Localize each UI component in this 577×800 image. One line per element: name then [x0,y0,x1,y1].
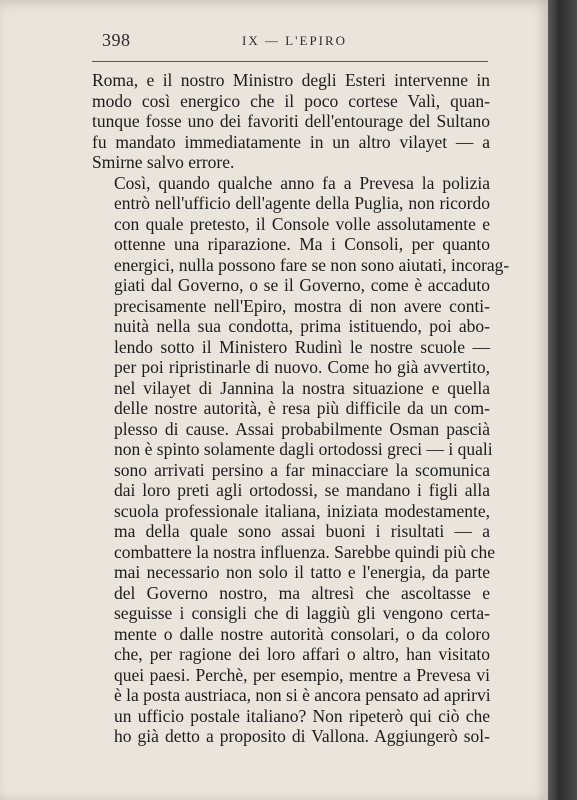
text-line: un ufficio postale italiano? Non ripeterò qui ciò che [114,705,490,726]
text-line: Così, quando qualche anno fa a Prevesa la polizia [114,172,490,193]
paragraph [92,70,490,173]
text-line: con quale pretesto, il Console volle assolutamente e [114,213,490,234]
page-edge-shadow [548,0,577,800]
text-line: del Governo nostro, ma altresì che ascoltasse e [114,582,490,603]
text-line: precisamente nell'Epiro, mostra di non avere conti- [114,295,490,316]
body-text [92,70,510,747]
text-line: entrò nell'ufficio dell'agente della Puglia, non ricordo [114,193,490,213]
text-line: che, per ragione dei loro affari o altro, han visitato [114,644,490,664]
text-line: nel vilayet di Jannina la nostra situazione e quella [114,377,490,398]
text-line: fu mandato immediatamente in un altro vilayet — a [92,131,490,152]
text-line: lendo sotto il Ministero Rudinì le nostre scuole — [114,336,490,357]
text-line: tunque fosse uno dei favoriti dell'entourage del Sultano [92,111,490,131]
text-line: Smirne salvo errore. [92,152,235,172]
text-line: per poi ripristinarle di nuovo. Come ho già avvertito, [114,357,490,377]
text-line: è la posta austriaca, non si è ancora pensato ad aprirvi [114,685,491,705]
text-line: mai necessario non solo il tatto e l'energia, da parte [114,562,490,582]
text-line: ottenne una riparazione. Ma i Consoli, per quanto [114,234,490,254]
text-line: modo così energico che il poco cortese Valì, quan- [92,90,490,111]
running-head [92,30,488,54]
text-line: non è spinto solamente dagli ortodossi greci — i quali [114,439,493,459]
text-line: mente o dalle nostre autorità consolari, o da coloro [114,623,490,644]
text-line: giati dal Governo, o se il Governo, come è accaduto [114,275,490,295]
text-line: ma della quale sono assai buoni i risultati — a [114,521,490,541]
page-number: 398 [102,30,131,50]
text-line: plesso di cause. Assai probabilmente Osman pascià [114,418,490,439]
paragraph [92,172,510,747]
text-line: combattere la nostra influenza. Sarebbe quindi più che [114,541,495,562]
header-rule [92,61,488,62]
text-line: quei paesi. Perchè, per esempio, mentre a Prevesa vi [114,664,490,685]
text-line: sono arrivati persino a far minacciare la scomunica [114,459,490,480]
text-line: scuola professionale italiana, iniziata modestamente, [114,500,490,521]
running-title: IX — L'EPIRO [242,33,348,48]
text-line: ho già detto a proposito di Vallona. Aggiungerò sol- [114,726,490,746]
text-line: Roma, e il nostro Ministro degli Esteri intervenne in [92,70,490,90]
text-line: seguisse i consigli che di laggiù gli vengono certa- [114,603,490,623]
text-line: energici, nulla possono fare se non sono aiutati, incorag- [114,254,510,275]
text-line: dai loro preti agli ortodossi, se mandano i figli alla [114,480,490,500]
text-line: delle nostre autorità, è resa più difficile da un com- [114,398,490,418]
text-line: nuità nella sua condotta, prima istituendo, poi abo- [114,316,490,336]
